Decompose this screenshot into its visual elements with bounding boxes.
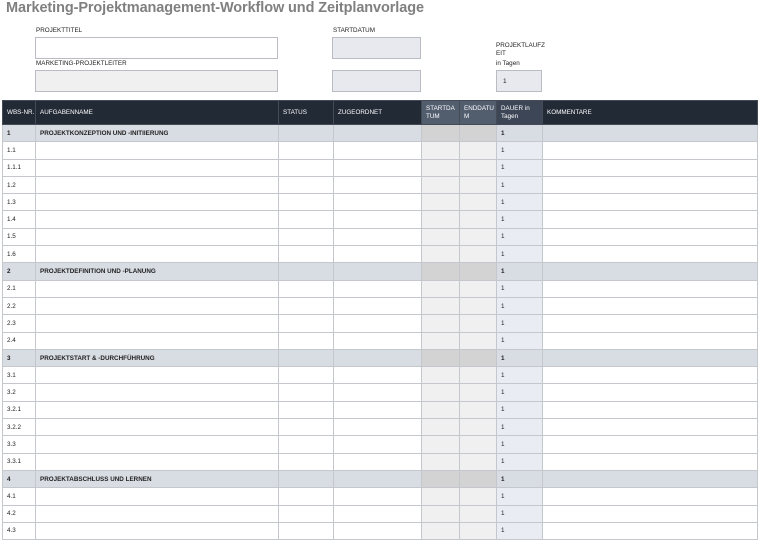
cell-assigned[interactable]: [334, 211, 422, 228]
cell-assigned[interactable]: [334, 522, 422, 539]
cell-wbs[interactable]: 1.1.1: [3, 159, 36, 176]
cell-assigned[interactable]: [334, 263, 422, 280]
cell-assigned[interactable]: [334, 488, 422, 505]
cell-task-name[interactable]: [36, 297, 279, 314]
cell-status[interactable]: [279, 142, 334, 159]
cell-wbs[interactable]: 3: [3, 349, 36, 366]
cell-end-date[interactable]: [460, 488, 497, 505]
col-header-duration: DAUER in Tagen: [497, 101, 543, 125]
cell-status[interactable]: [279, 228, 334, 245]
cell-duration[interactable]: 1: [497, 142, 543, 159]
table-row: [3, 315, 758, 332]
cell-status[interactable]: [279, 436, 334, 453]
cell-comments[interactable]: [543, 401, 758, 418]
cell-start-date[interactable]: [422, 522, 460, 539]
table-row: [3, 297, 758, 314]
projektleiter-field[interactable]: [35, 70, 278, 92]
cell-status[interactable]: [279, 297, 334, 314]
cell-end-date[interactable]: [460, 332, 497, 349]
projekttitel-field[interactable]: [35, 37, 278, 59]
cell-duration[interactable]: 1: [497, 159, 543, 176]
startdatum-field[interactable]: [332, 37, 421, 59]
table-row: [3, 142, 758, 159]
cell-assigned[interactable]: [334, 176, 422, 193]
cell-task-name[interactable]: PROJEKTSTART & -DURCHFÜHRUNG: [36, 349, 279, 366]
cell-end-date[interactable]: [460, 436, 497, 453]
cell-task-name[interactable]: [36, 332, 279, 349]
cell-duration[interactable]: 1: [497, 297, 543, 314]
cell-task-name[interactable]: [36, 401, 279, 418]
cell-assigned[interactable]: [334, 470, 422, 487]
col-header-end: ENDDATU M: [460, 101, 497, 125]
cell-end-date[interactable]: [460, 522, 497, 539]
project-schedule-table: [2, 100, 758, 540]
cell-comments[interactable]: [543, 419, 758, 436]
cell-assigned[interactable]: [334, 401, 422, 418]
cell-comments[interactable]: [543, 367, 758, 384]
col-header-wbs: WBS-NR.: [3, 101, 36, 125]
cell-task-name[interactable]: [36, 367, 279, 384]
cell-end-date[interactable]: [460, 125, 497, 142]
cell-end-date[interactable]: [460, 384, 497, 401]
cell-task-name[interactable]: PROJEKTKONZEPTION UND -INITIIERUNG: [36, 125, 279, 142]
cell-end-date[interactable]: [460, 228, 497, 245]
cell-duration[interactable]: 1: [497, 194, 543, 211]
cell-end-date[interactable]: [460, 211, 497, 228]
cell-assigned[interactable]: [334, 505, 422, 522]
cell-start-date[interactable]: [422, 176, 460, 193]
cell-assigned[interactable]: [334, 453, 422, 470]
cell-start-date[interactable]: [422, 367, 460, 384]
cell-duration[interactable]: 1: [497, 211, 543, 228]
cell-end-date[interactable]: [460, 505, 497, 522]
cell-start-date[interactable]: [422, 505, 460, 522]
cell-task-name[interactable]: [36, 159, 279, 176]
cell-start-date[interactable]: [422, 263, 460, 280]
cell-start-date[interactable]: [422, 419, 460, 436]
cell-end-date[interactable]: [460, 367, 497, 384]
col-header-assigned: ZUGEORDNET: [334, 101, 422, 125]
cell-duration[interactable]: 1: [497, 349, 543, 366]
table-row: [3, 159, 758, 176]
cell-duration[interactable]: 1: [497, 332, 543, 349]
cell-wbs[interactable]: 1.1: [3, 142, 36, 159]
cell-comments[interactable]: [543, 522, 758, 539]
cell-start-date[interactable]: [422, 159, 460, 176]
cell-start-date[interactable]: [422, 246, 460, 263]
cell-comments[interactable]: [543, 246, 758, 263]
cell-comments[interactable]: [543, 488, 758, 505]
cell-start-date[interactable]: [422, 280, 460, 297]
cell-status[interactable]: [279, 246, 334, 263]
cell-start-date[interactable]: [422, 488, 460, 505]
cell-start-date[interactable]: [422, 453, 460, 470]
table-row: [3, 453, 758, 470]
cell-end-date[interactable]: [460, 453, 497, 470]
cell-duration[interactable]: 1: [497, 419, 543, 436]
table-row: [3, 246, 758, 263]
cell-assigned[interactable]: [334, 349, 422, 366]
table-row: [3, 522, 758, 539]
cell-end-date[interactable]: [460, 176, 497, 193]
phase-row: [3, 470, 758, 487]
cell-wbs[interactable]: 4.1: [3, 488, 36, 505]
cell-end-date[interactable]: [460, 401, 497, 418]
cell-end-date[interactable]: [460, 419, 497, 436]
cell-wbs[interactable]: 3.3: [3, 436, 36, 453]
cell-start-date[interactable]: [422, 194, 460, 211]
table-header-row: [3, 101, 758, 125]
table-row: [3, 505, 758, 522]
cell-duration[interactable]: 1: [497, 470, 543, 487]
page-title: Marketing-Projektmanagement-Workflow und Zeitplanvorlage: [6, 0, 424, 16]
cell-assigned[interactable]: [334, 142, 422, 159]
table-row: [3, 211, 758, 228]
projekttitel-label: PROJEKTTITEL: [36, 27, 83, 34]
cell-duration[interactable]: 1: [497, 384, 543, 401]
cell-end-date[interactable]: [460, 349, 497, 366]
cell-assigned[interactable]: [334, 315, 422, 332]
table-row: [3, 280, 758, 297]
cell-start-date[interactable]: [422, 125, 460, 142]
cell-assigned[interactable]: [334, 246, 422, 263]
cell-comments[interactable]: [543, 142, 758, 159]
cell-task-name[interactable]: PROJEKTDEFINITION UND -PLANUNG: [36, 263, 279, 280]
cell-assigned[interactable]: [334, 280, 422, 297]
cell-start-date[interactable]: [422, 142, 460, 159]
cell-status[interactable]: [279, 125, 334, 142]
cell-wbs[interactable]: 1.6: [3, 246, 36, 263]
cell-assigned[interactable]: [334, 367, 422, 384]
cell-comments[interactable]: [543, 315, 758, 332]
cell-assigned[interactable]: [334, 228, 422, 245]
cell-start-date[interactable]: [422, 315, 460, 332]
cell-wbs[interactable]: 3.1: [3, 367, 36, 384]
cell-duration[interactable]: 1: [497, 263, 543, 280]
cell-assigned[interactable]: [334, 419, 422, 436]
cell-comments[interactable]: [543, 436, 758, 453]
cell-task-name[interactable]: [36, 505, 279, 522]
startdatum-label: STARTDATUM: [333, 27, 375, 34]
cell-task-name[interactable]: [36, 246, 279, 263]
cell-wbs[interactable]: 3.2: [3, 384, 36, 401]
cell-end-date[interactable]: [460, 263, 497, 280]
cell-status[interactable]: [279, 194, 334, 211]
cell-comments[interactable]: [543, 280, 758, 297]
cell-task-name[interactable]: [36, 522, 279, 539]
projektlaufzeit-field[interactable]: [496, 70, 542, 92]
table-row: [3, 332, 758, 349]
cell-task-name[interactable]: [36, 211, 279, 228]
cell-wbs[interactable]: 1.5: [3, 228, 36, 245]
cell-duration[interactable]: 1: [497, 246, 543, 263]
cell-start-date[interactable]: [422, 297, 460, 314]
cell-end-date[interactable]: [460, 159, 497, 176]
cell-duration[interactable]: 1: [497, 488, 543, 505]
cell-duration[interactable]: 1: [497, 280, 543, 297]
table-row: [3, 194, 758, 211]
cell-status[interactable]: [279, 470, 334, 487]
cell-comments[interactable]: [543, 505, 758, 522]
cell-start-date[interactable]: [422, 401, 460, 418]
cell-comments[interactable]: [543, 211, 758, 228]
cell-duration[interactable]: 1: [497, 436, 543, 453]
cell-status[interactable]: [279, 263, 334, 280]
cell-start-date[interactable]: [422, 211, 460, 228]
cell-status[interactable]: [279, 505, 334, 522]
cell-assigned[interactable]: [334, 384, 422, 401]
cell-task-name[interactable]: [36, 488, 279, 505]
cell-wbs[interactable]: 4.3: [3, 522, 36, 539]
cell-wbs[interactable]: 3.2.1: [3, 401, 36, 418]
cell-wbs[interactable]: 4.2: [3, 505, 36, 522]
enddatum-summary-field[interactable]: [332, 70, 421, 92]
cell-status[interactable]: [279, 384, 334, 401]
cell-comments[interactable]: [543, 349, 758, 366]
cell-duration[interactable]: 1: [497, 228, 543, 245]
cell-assigned[interactable]: [334, 125, 422, 142]
col-header-start: STARTDA TUM: [422, 101, 460, 125]
cell-assigned[interactable]: [334, 436, 422, 453]
cell-status[interactable]: [279, 159, 334, 176]
cell-end-date[interactable]: [460, 297, 497, 314]
cell-task-name[interactable]: [36, 142, 279, 159]
cell-task-name[interactable]: [36, 384, 279, 401]
cell-status[interactable]: [279, 453, 334, 470]
cell-wbs[interactable]: 1: [3, 125, 36, 142]
cell-comments[interactable]: [543, 332, 758, 349]
cell-status[interactable]: [279, 522, 334, 539]
cell-task-name[interactable]: [36, 436, 279, 453]
cell-duration[interactable]: 1: [497, 401, 543, 418]
table-row: [3, 367, 758, 384]
phase-row: [3, 125, 758, 142]
cell-duration[interactable]: 1: [497, 522, 543, 539]
cell-task-name[interactable]: [36, 194, 279, 211]
cell-wbs[interactable]: 2: [3, 263, 36, 280]
cell-end-date[interactable]: [460, 315, 497, 332]
cell-start-date[interactable]: [422, 349, 460, 366]
phase-row: [3, 263, 758, 280]
table-row: [3, 401, 758, 418]
cell-status[interactable]: [279, 211, 334, 228]
cell-comments[interactable]: [543, 297, 758, 314]
cell-comments[interactable]: [543, 453, 758, 470]
cell-status[interactable]: [279, 315, 334, 332]
col-header-task: AUFGABENNAME: [36, 101, 279, 125]
cell-comments[interactable]: [543, 176, 758, 193]
cell-assigned[interactable]: [334, 332, 422, 349]
cell-comments[interactable]: [543, 159, 758, 176]
col-header-comments: KOMMENTARE: [543, 101, 758, 125]
cell-task-name[interactable]: [36, 315, 279, 332]
cell-task-name[interactable]: PROJEKTABSCHLUSS UND LERNEN: [36, 470, 279, 487]
cell-duration[interactable]: 1: [497, 505, 543, 522]
cell-start-date[interactable]: [422, 228, 460, 245]
cell-end-date[interactable]: [460, 246, 497, 263]
cell-comments[interactable]: [543, 263, 758, 280]
cell-comments[interactable]: [543, 125, 758, 142]
table-row: [3, 384, 758, 401]
projektlaufzeit-value: 1: [503, 77, 507, 85]
cell-end-date[interactable]: [460, 470, 497, 487]
cell-start-date[interactable]: [422, 436, 460, 453]
table-row: [3, 228, 758, 245]
cell-wbs[interactable]: 2.2: [3, 297, 36, 314]
cell-wbs[interactable]: 3.2.2: [3, 419, 36, 436]
cell-wbs[interactable]: 2.3: [3, 315, 36, 332]
cell-start-date[interactable]: [422, 332, 460, 349]
cell-end-date[interactable]: [460, 194, 497, 211]
cell-comments[interactable]: [543, 228, 758, 245]
cell-start-date[interactable]: [422, 470, 460, 487]
cell-task-name[interactable]: [36, 280, 279, 297]
cell-status[interactable]: [279, 401, 334, 418]
cell-task-name[interactable]: [36, 176, 279, 193]
cell-duration[interactable]: 1: [497, 453, 543, 470]
table-row: [3, 488, 758, 505]
cell-status[interactable]: [279, 349, 334, 366]
cell-wbs[interactable]: 3.3.1: [3, 453, 36, 470]
cell-status[interactable]: [279, 419, 334, 436]
cell-assigned[interactable]: [334, 194, 422, 211]
cell-comments[interactable]: [543, 470, 758, 487]
cell-duration[interactable]: 1: [497, 176, 543, 193]
cell-start-date[interactable]: [422, 384, 460, 401]
cell-task-name[interactable]: [36, 228, 279, 245]
cell-status[interactable]: [279, 488, 334, 505]
projektlaufzeit-unit: in Tagen: [496, 60, 520, 67]
cell-duration[interactable]: 1: [497, 315, 543, 332]
cell-assigned[interactable]: [334, 297, 422, 314]
cell-assigned[interactable]: [334, 159, 422, 176]
cell-end-date[interactable]: [460, 280, 497, 297]
table-row: [3, 419, 758, 436]
cell-status[interactable]: [279, 332, 334, 349]
cell-status[interactable]: [279, 280, 334, 297]
projektleiter-label: MARKETING-PROJEKTLEITER: [36, 60, 127, 67]
cell-status[interactable]: [279, 367, 334, 384]
cell-task-name[interactable]: [36, 419, 279, 436]
cell-comments[interactable]: [543, 194, 758, 211]
cell-task-name[interactable]: [36, 453, 279, 470]
cell-duration[interactable]: 1: [497, 125, 543, 142]
table-row: [3, 436, 758, 453]
cell-comments[interactable]: [543, 384, 758, 401]
cell-wbs[interactable]: 1.4: [3, 211, 36, 228]
cell-wbs[interactable]: 1.3: [3, 194, 36, 211]
cell-wbs[interactable]: 2.4: [3, 332, 36, 349]
cell-wbs[interactable]: 2.1: [3, 280, 36, 297]
cell-wbs[interactable]: 1.2: [3, 176, 36, 193]
cell-duration[interactable]: 1: [497, 367, 543, 384]
col-header-status: STATUS: [279, 101, 334, 125]
phase-row: [3, 349, 758, 366]
cell-status[interactable]: [279, 176, 334, 193]
cell-end-date[interactable]: [460, 142, 497, 159]
table-row: [3, 176, 758, 193]
projektlaufzeit-label: PROJEKTLAUFZ EIT: [496, 42, 545, 57]
cell-wbs[interactable]: 4: [3, 470, 36, 487]
